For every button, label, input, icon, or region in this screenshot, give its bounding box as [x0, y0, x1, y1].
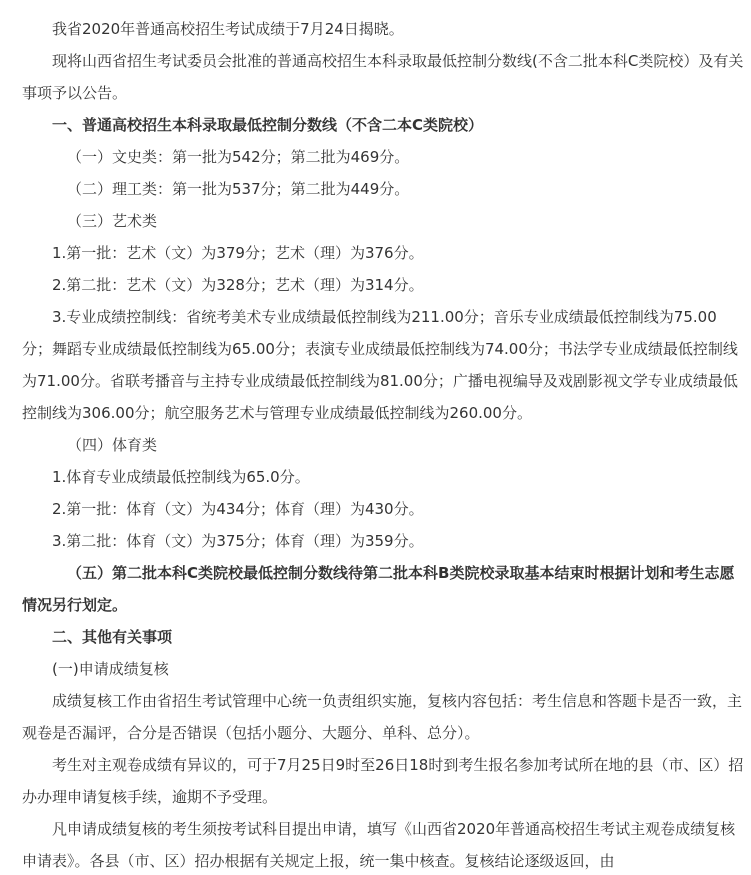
- announcement-paragraph: 现将山西省招生考试委员会批准的普通高校招生本科录取最低控制分数线(不含二批本科C类院校）及有关事项予以公告。: [22, 52, 744, 102]
- item-c-class-schools: （五）第二批本科C类院校最低控制分数线待第二批本科B类院校录取基本结束时根据计划和考生志愿情况另行划定。: [22, 564, 735, 614]
- section-heading-2: 二、其他有关事项: [52, 628, 173, 646]
- sports-first-batch: 2.第一批：体育（文）为434分；体育（理）为430分。: [52, 500, 424, 518]
- review-application-paragraph: 凡申请成绩复核的考生须按考试科目提出申请，填写《山西省2020年普通高校招生考试主观卷成绩复核申请表》。各县（市、区）招办根据有关规定上报，统一集中核查。复核结论逐级返回，由: [22, 820, 736, 870]
- review-content-paragraph: 成绩复核工作由省招生考试管理中心统一负责组织实施，复核内容包括：考生信息和答题卡是否一致，主观卷是否漏评，合分是否错误（包括小题分、大题分、单科、总分）。: [22, 692, 743, 742]
- item-science: （二）理工类：第一批为537分；第二批为449分。: [67, 180, 410, 198]
- arts-professional-lines: 3.专业成绩控制线：省统考美术专业成绩最低控制线为211.00分；音乐专业成绩最低控制线为75.00分；舞蹈专业成绩最低控制线为65.00分；表演专业成绩最低控制线为74.00分；书法学专业成绩最低控制线为71.00分。省联考播音与主持专业成绩最低控制线为81.00分；广播电视编导及戏剧影视文学专业成绩最低控制线为306.00分；航空服务艺术与管理专业成绩最低控制线为260.00分。: [22, 308, 738, 422]
- subsection-review-heading: (一)申请成绩复核: [52, 660, 169, 678]
- sports-second-batch: 3.第二批：体育（文）为375分；体育（理）为359分。: [52, 532, 424, 550]
- sports-professional-line: 1.体育专业成绩最低控制线为65.0分。: [52, 468, 310, 486]
- item-sports-heading: （四）体育类: [67, 436, 158, 454]
- arts-second-batch: 2.第二批：艺术（文）为328分；艺术（理）为314分。: [52, 276, 424, 294]
- review-deadline-paragraph: 考生对主观卷成绩有异议的，可于7月25日9时至26日18时到考生报名参加考试所在地的县（市、区）招办办理申请复核手续，逾期不予受理。: [22, 756, 744, 806]
- section-heading-1: 一、普通高校招生本科录取最低控制分数线（不含二本C类院校）: [52, 116, 484, 134]
- arts-first-batch: 1.第一批：艺术（文）为379分；艺术（理）为376分。: [52, 244, 424, 262]
- intro-paragraph: 我省2020年普通高校招生考试成绩于7月24日揭晓。: [52, 20, 404, 38]
- item-liberal-arts: （一）文史类：第一批为542分；第二批为469分。: [67, 148, 410, 166]
- item-arts-heading: （三）艺术类: [67, 212, 158, 230]
